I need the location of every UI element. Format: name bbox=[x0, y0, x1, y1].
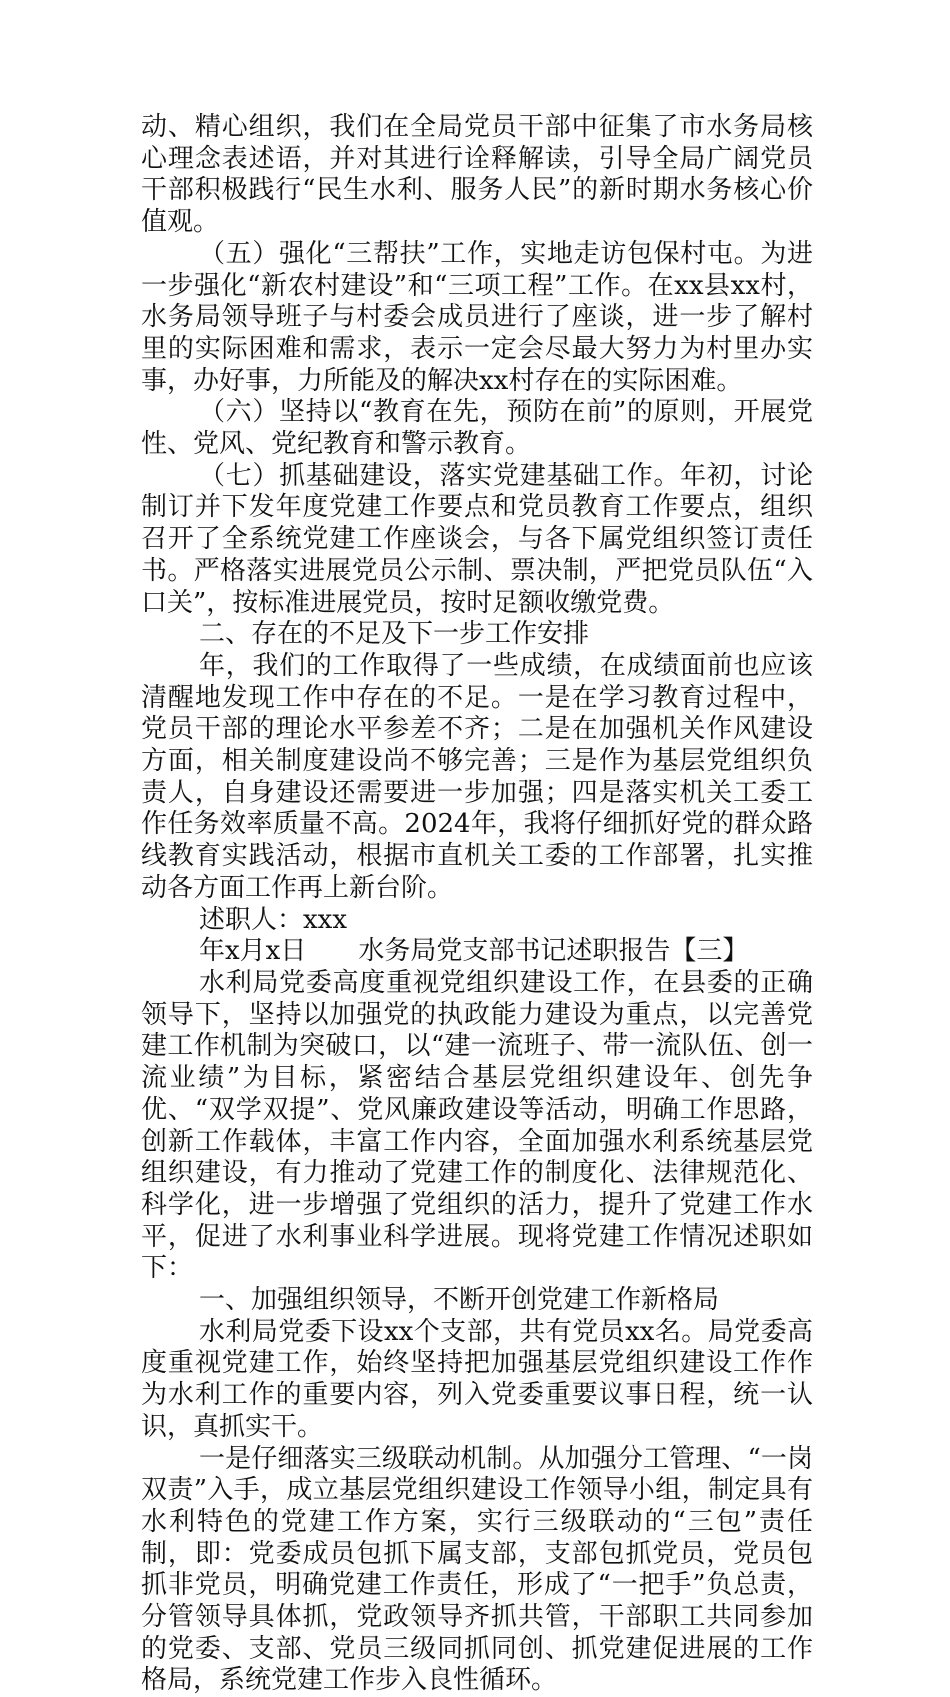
paragraph-11: 水利局党委下设xx个支部，共有党员xx名。局党委高度重视党建工作，始终坚持把加强基层党组织建设工作作为水利工作的重要内容，列入党委重要议事日程，统一认识，真抓实干。 bbox=[141, 1316, 813, 1442]
paragraph-4: （七）抓基础建设，落实党建基础工作。年初，讨论制订并下发年度党建工作要点和党员教育工作要点，组织召开了全系统党建工作座谈会，与各下属党组织签订责任书。严格落实进展党员公示制、票决制，严把党员队伍“入口关”，按标准进展党员，按时足额收缴党费。 bbox=[141, 460, 813, 618]
section-heading-2: 二、存在的不足及下一步工作安排 bbox=[199, 619, 590, 650]
date-and-report-title: 年x月x日 水务局党支部书记述职报告【三】 bbox=[199, 936, 749, 967]
paragraph-3: （六）坚持以“教育在先，预防在前”的原则，开展党性、党风、党纪教育和警示教育。 bbox=[141, 397, 813, 460]
paragraph-9: 水利局党委高度重视党组织建设工作，在县委的正确领导下，坚持以加强党的执政能力建设为重点，以完善党建工作机制为突破口，以“建一流班子、带一流队伍、创一流业绩”为目标，紧密结合基层党组织建设年、创先争优、“双学双提”、党风廉政建设等活动，明确工作思路，创新工作载体，丰富工作内容，全面加强水利系统基层党组织建设，有力推动了党建工作的制度化、法律规范化、科学化，进一步增强了党组织的活力，提升了党建工作水平，促进了水利事业科学进展。现将党建工作情况述职如下： bbox=[141, 967, 813, 1284]
section-heading-1: 一、加强组织领导，不断开创党建工作新格局 bbox=[199, 1285, 720, 1316]
reporter-line: 述职人：xxx bbox=[199, 904, 347, 935]
document-body bbox=[141, 112, 813, 1697]
paragraph-6: 年，我们的工作取得了一些成绩，在成绩面前也应该清醒地发现工作中存在的不足。一是在学习教育过程中，党员干部的理论水平参差不齐；二是在加强机关作风建设方面，相关制度建设尚不够完善；三是作为基层党组织负责人，自身建设还需要进一步加强；四是落实机关工委工作任务效率质量不高。2024年，我将仔细抓好党的群众路线教育实践活动，根据市直机关工委的工作部署，扎实推动各方面工作再上新台阶。 bbox=[141, 650, 813, 903]
paragraph-1: 动、精心组织，我们在全局党员干部中征集了市水务局核心理念表述语，并对其进行诠释解读，引导全局广阔党员干部积极践行“民生水利、服务人民”的新时期水务核心价值观。 bbox=[141, 112, 813, 238]
paragraph-2: （五）强化“三帮扶”工作，实地走访包保村屯。为进一步强化“新农村建设”和“三项工程”工作。在xx县xx村，水务局领导班子与村委会成员进行了座谈，进一步了解村里的实际困难和需求，表示一定会尽最大努力为村里办实事，办好事，力所能及的解决xx村存在的实际困难。 bbox=[141, 238, 813, 396]
paragraph-12: 一是仔细落实三级联动机制。从加强分工管理、“一岗双责”入手，成立基层党组织建设工作领导小组，制定具有水利特色的党建工作方案，实行三级联动的“三包”责任制，即：党委成员包抓下属支部，支部包抓党员，党员包抓非党员，明确党建工作责任，形成了“一把手”负总责，分管领导具体抓，党政领导齐抓共管，干部职工共同参加的党委、支部、党员三级同抓同创、抓党建促进展的工作格局，系统党建工作步入良性循环。 bbox=[141, 1443, 813, 1696]
